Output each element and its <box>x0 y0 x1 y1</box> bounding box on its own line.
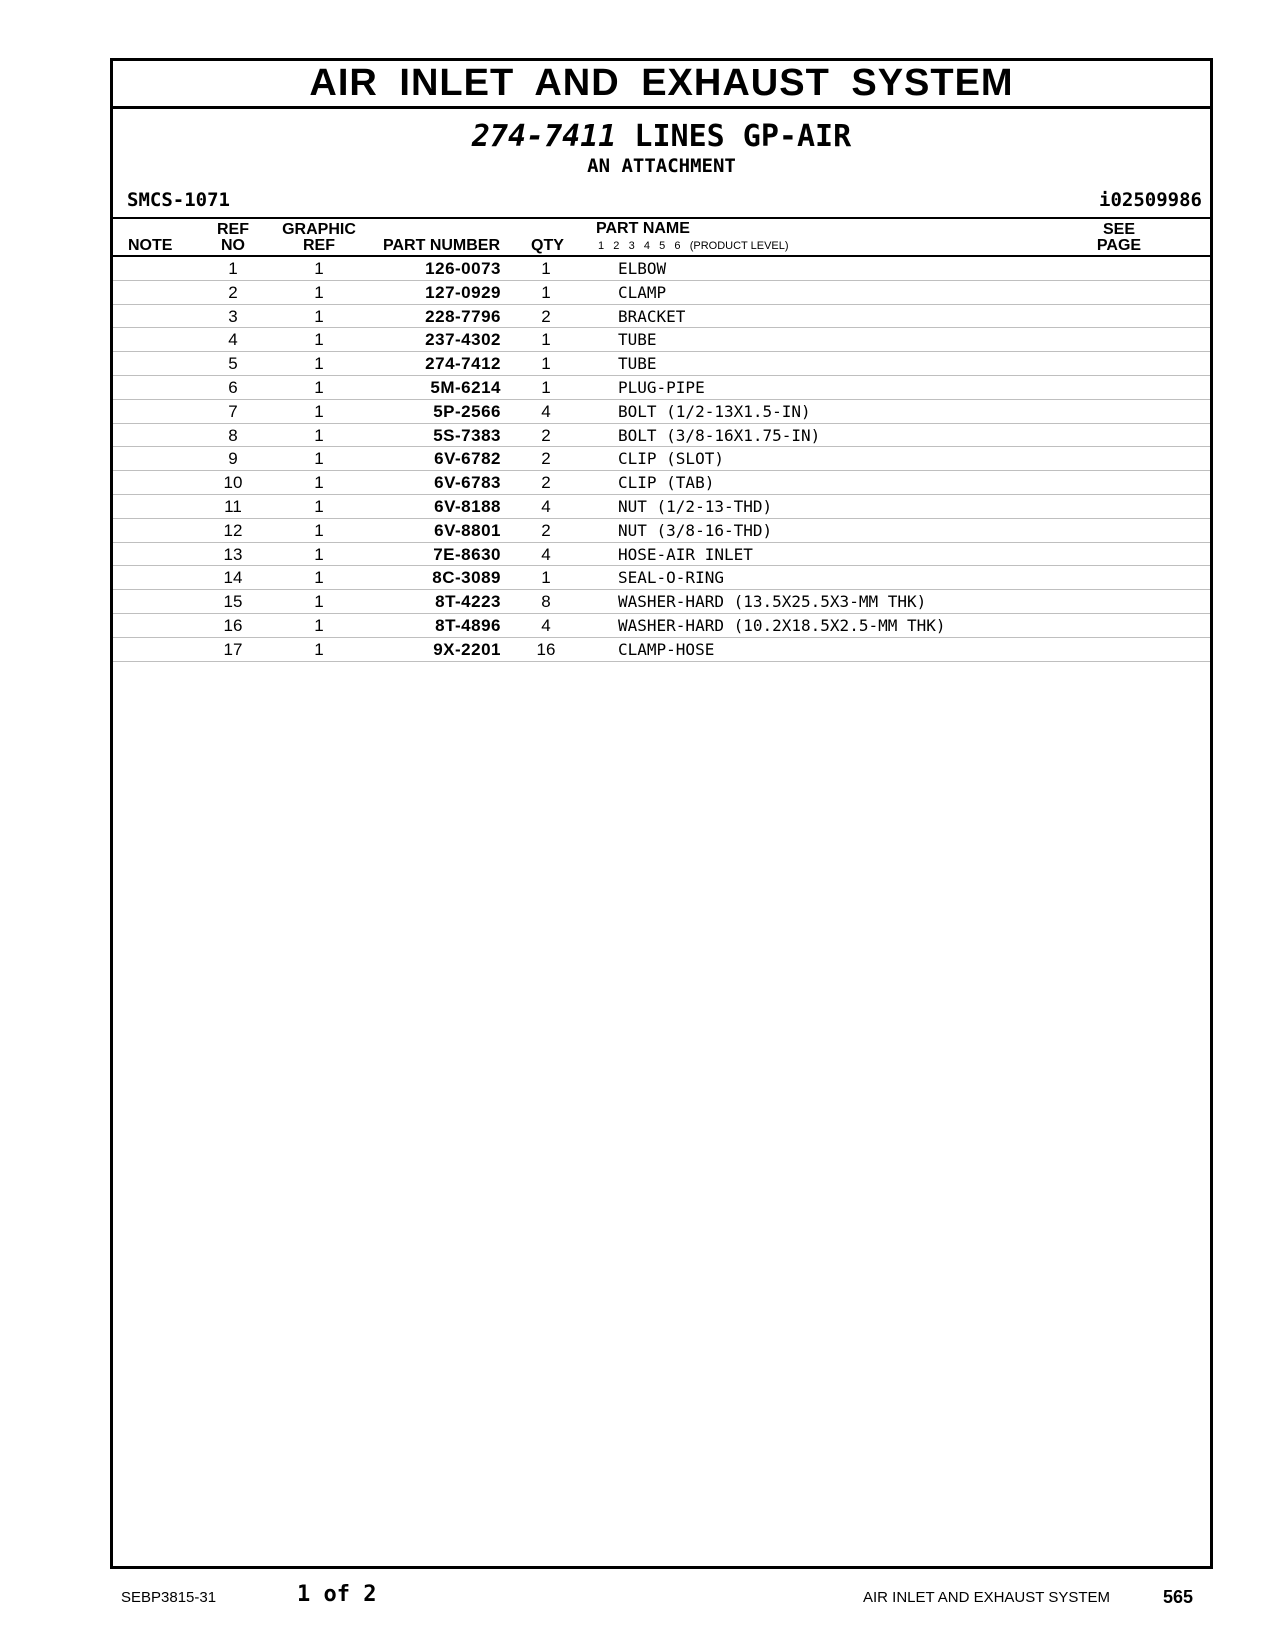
col-see-page-top: SEE <box>1102 221 1135 238</box>
table-row <box>113 590 1210 614</box>
graphic-ref-cell: 1 <box>314 544 324 564</box>
ref-no-cell: 2 <box>228 282 238 302</box>
part-number-cell: 9X-2201 <box>433 639 501 659</box>
footer-page-number: 565 <box>1163 1587 1194 1607</box>
qty-cell: 2 <box>541 473 551 493</box>
table-row <box>113 471 1210 495</box>
qty-cell: 2 <box>541 425 551 445</box>
parts-list <box>113 257 1210 662</box>
ref-no-cell: 15 <box>223 592 243 612</box>
table-row <box>113 400 1210 424</box>
table-row <box>113 614 1210 638</box>
ref-no-cell: 6 <box>228 377 238 397</box>
part-name-cell: NUT (3/8-16-THD) <box>618 520 773 540</box>
part-number-cell: 6V-6783 <box>434 473 501 493</box>
table-row <box>113 305 1210 329</box>
table-row <box>113 566 1210 590</box>
graphic-ref-cell: 1 <box>314 377 324 397</box>
col-graphic-ref-top: GRAPHIC <box>282 221 356 238</box>
ref-no-cell: 16 <box>223 615 243 635</box>
table-row <box>113 519 1210 543</box>
graphic-ref-cell: 1 <box>314 639 324 659</box>
part-name-cell: CLIP (TAB) <box>618 473 715 493</box>
footer-doc-number: SEBP3815-31 <box>121 1589 217 1606</box>
qty-cell: 1 <box>541 354 551 374</box>
qty-cell: 1 <box>541 282 551 302</box>
ref-no-cell: 4 <box>228 330 238 350</box>
part-number-cell: 5M-6214 <box>430 377 501 397</box>
group-name: LINES GP-AIR <box>634 119 852 154</box>
qty-cell: 8 <box>541 592 551 612</box>
table-row <box>113 543 1210 567</box>
qty-cell: 4 <box>541 496 551 516</box>
footer-page-of: 1 of 2 <box>297 1582 377 1607</box>
group-number: 274-7411 <box>471 119 617 154</box>
qty-cell: 2 <box>541 449 551 469</box>
ref-no-cell: 12 <box>223 520 243 540</box>
ref-no-cell: 14 <box>223 568 243 588</box>
ref-no-cell: 10 <box>223 473 243 493</box>
ref-no-cell: 17 <box>223 639 243 659</box>
graphic-ref-cell: 1 <box>314 425 324 445</box>
part-number-cell: 274-7412 <box>425 354 501 374</box>
part-name-cell: CLAMP <box>618 282 667 302</box>
graphic-ref-cell: 1 <box>314 615 324 635</box>
qty-cell: 4 <box>541 401 551 421</box>
part-name-cell: BOLT (1/2-13X1.5-IN) <box>618 401 811 421</box>
col-see-page-bottom: PAGE <box>1096 237 1142 254</box>
section-title: AIR INLET AND EXHAUST SYSTEM <box>113 61 1210 109</box>
part-name-cell: TUBE <box>618 330 657 350</box>
part-name-cell: SEAL-O-RING <box>618 568 724 588</box>
parts-page-frame <box>110 58 1213 1569</box>
ref-no-cell: 7 <box>228 401 238 421</box>
col-note: NOTE <box>128 237 173 254</box>
graphic-ref-cell: 1 <box>314 520 324 540</box>
group-title <box>113 121 1210 153</box>
ref-no-cell: 3 <box>228 306 238 326</box>
col-ref-no-top: REF <box>217 221 249 238</box>
col-graphic-ref-bottom: REF <box>303 237 335 254</box>
qty-cell: 1 <box>541 568 551 588</box>
graphic-ref-cell: 1 <box>314 568 324 588</box>
graphic-ref-cell: 1 <box>314 354 324 374</box>
graphic-ref-cell: 1 <box>314 449 324 469</box>
table-row <box>113 328 1210 352</box>
graphic-ref-cell: 1 <box>314 592 324 612</box>
graphic-ref-cell: 1 <box>314 401 324 421</box>
part-name-cell: PLUG-PIPE <box>618 377 705 397</box>
part-name-cell: ELBOW <box>618 259 667 278</box>
col-product-levels: 1 2 3 4 5 6 (PRODUCT LEVEL) <box>598 240 789 252</box>
part-name-cell: WASHER-HARD (10.2X18.5X2.5-MM THK) <box>618 615 946 635</box>
ref-no-cell: 9 <box>228 449 238 469</box>
part-number-cell: 6V-8801 <box>434 520 501 540</box>
ref-no-cell: 5 <box>228 354 238 374</box>
footer-section: AIR INLET AND EXHAUST SYSTEM <box>863 1589 1111 1606</box>
col-part-number: PART NUMBER <box>383 237 501 254</box>
graphic-ref-cell: 1 <box>314 473 324 493</box>
table-row <box>113 495 1210 519</box>
table-row <box>113 376 1210 400</box>
ref-no-cell: 8 <box>228 425 238 445</box>
qty-cell: 4 <box>541 615 551 635</box>
document-id: i02509986 <box>1099 189 1202 211</box>
part-number-cell: 7E-8630 <box>433 544 501 564</box>
table-row <box>113 638 1210 662</box>
part-name-cell: CLIP (SLOT) <box>618 449 724 469</box>
part-name-cell: HOSE-AIR INLET <box>618 544 753 564</box>
graphic-ref-cell: 1 <box>314 306 324 326</box>
graphic-ref-cell: 1 <box>314 330 324 350</box>
qty-cell: 2 <box>541 306 551 326</box>
group-header <box>113 109 1210 219</box>
graphic-ref-cell: 1 <box>314 282 324 302</box>
ref-no-cell: 11 <box>224 496 242 516</box>
qty-cell: 2 <box>541 520 551 540</box>
page-footer <box>0 1582 1275 1615</box>
qty-cell: 1 <box>541 259 551 278</box>
part-name-cell: CLAMP-HOSE <box>618 639 715 659</box>
part-number-cell: 237-4302 <box>425 330 501 350</box>
table-row <box>113 257 1210 281</box>
part-number-cell: 5S-7383 <box>433 425 501 445</box>
part-name-cell: NUT (1/2-13-THD) <box>618 496 773 516</box>
part-name-cell: BOLT (3/8-16X1.75-IN) <box>618 425 821 445</box>
part-number-cell: 8C-3089 <box>432 568 501 588</box>
part-number-cell: 228-7796 <box>425 306 501 326</box>
ref-no-cell: 13 <box>223 544 243 564</box>
part-name-cell: BRACKET <box>618 306 686 326</box>
part-number-cell: 5P-2566 <box>433 401 501 421</box>
qty-cell: 4 <box>541 544 551 564</box>
part-name-cell: TUBE <box>618 354 657 374</box>
table-row <box>113 281 1210 305</box>
qty-cell: 1 <box>541 330 551 350</box>
table-row <box>113 424 1210 448</box>
column-headers <box>113 219 1210 257</box>
part-number-cell: 126-0073 <box>425 259 501 278</box>
qty-cell: 1 <box>541 377 551 397</box>
table-row <box>113 447 1210 471</box>
ref-no-cell: 1 <box>228 259 238 278</box>
graphic-ref-cell: 1 <box>314 496 324 516</box>
part-number-cell: 8T-4223 <box>435 592 501 612</box>
smcs-code: SMCS-1071 <box>127 189 230 211</box>
part-name-cell: WASHER-HARD (13.5X25.5X3-MM THK) <box>618 592 927 612</box>
part-number-cell: 6V-8188 <box>434 496 501 516</box>
part-number-cell: 6V-6782 <box>434 449 501 469</box>
col-part-name: PART NAME <box>596 220 690 237</box>
col-ref-no-bottom: NO <box>221 237 245 254</box>
qty-cell: 16 <box>536 639 556 659</box>
col-qty: QTY <box>531 237 564 254</box>
table-row <box>113 352 1210 376</box>
part-number-cell: 8T-4896 <box>435 615 501 635</box>
group-subtitle: AN ATTACHMENT <box>587 155 736 177</box>
part-number-cell: 127-0929 <box>425 282 501 302</box>
graphic-ref-cell: 1 <box>314 259 324 278</box>
